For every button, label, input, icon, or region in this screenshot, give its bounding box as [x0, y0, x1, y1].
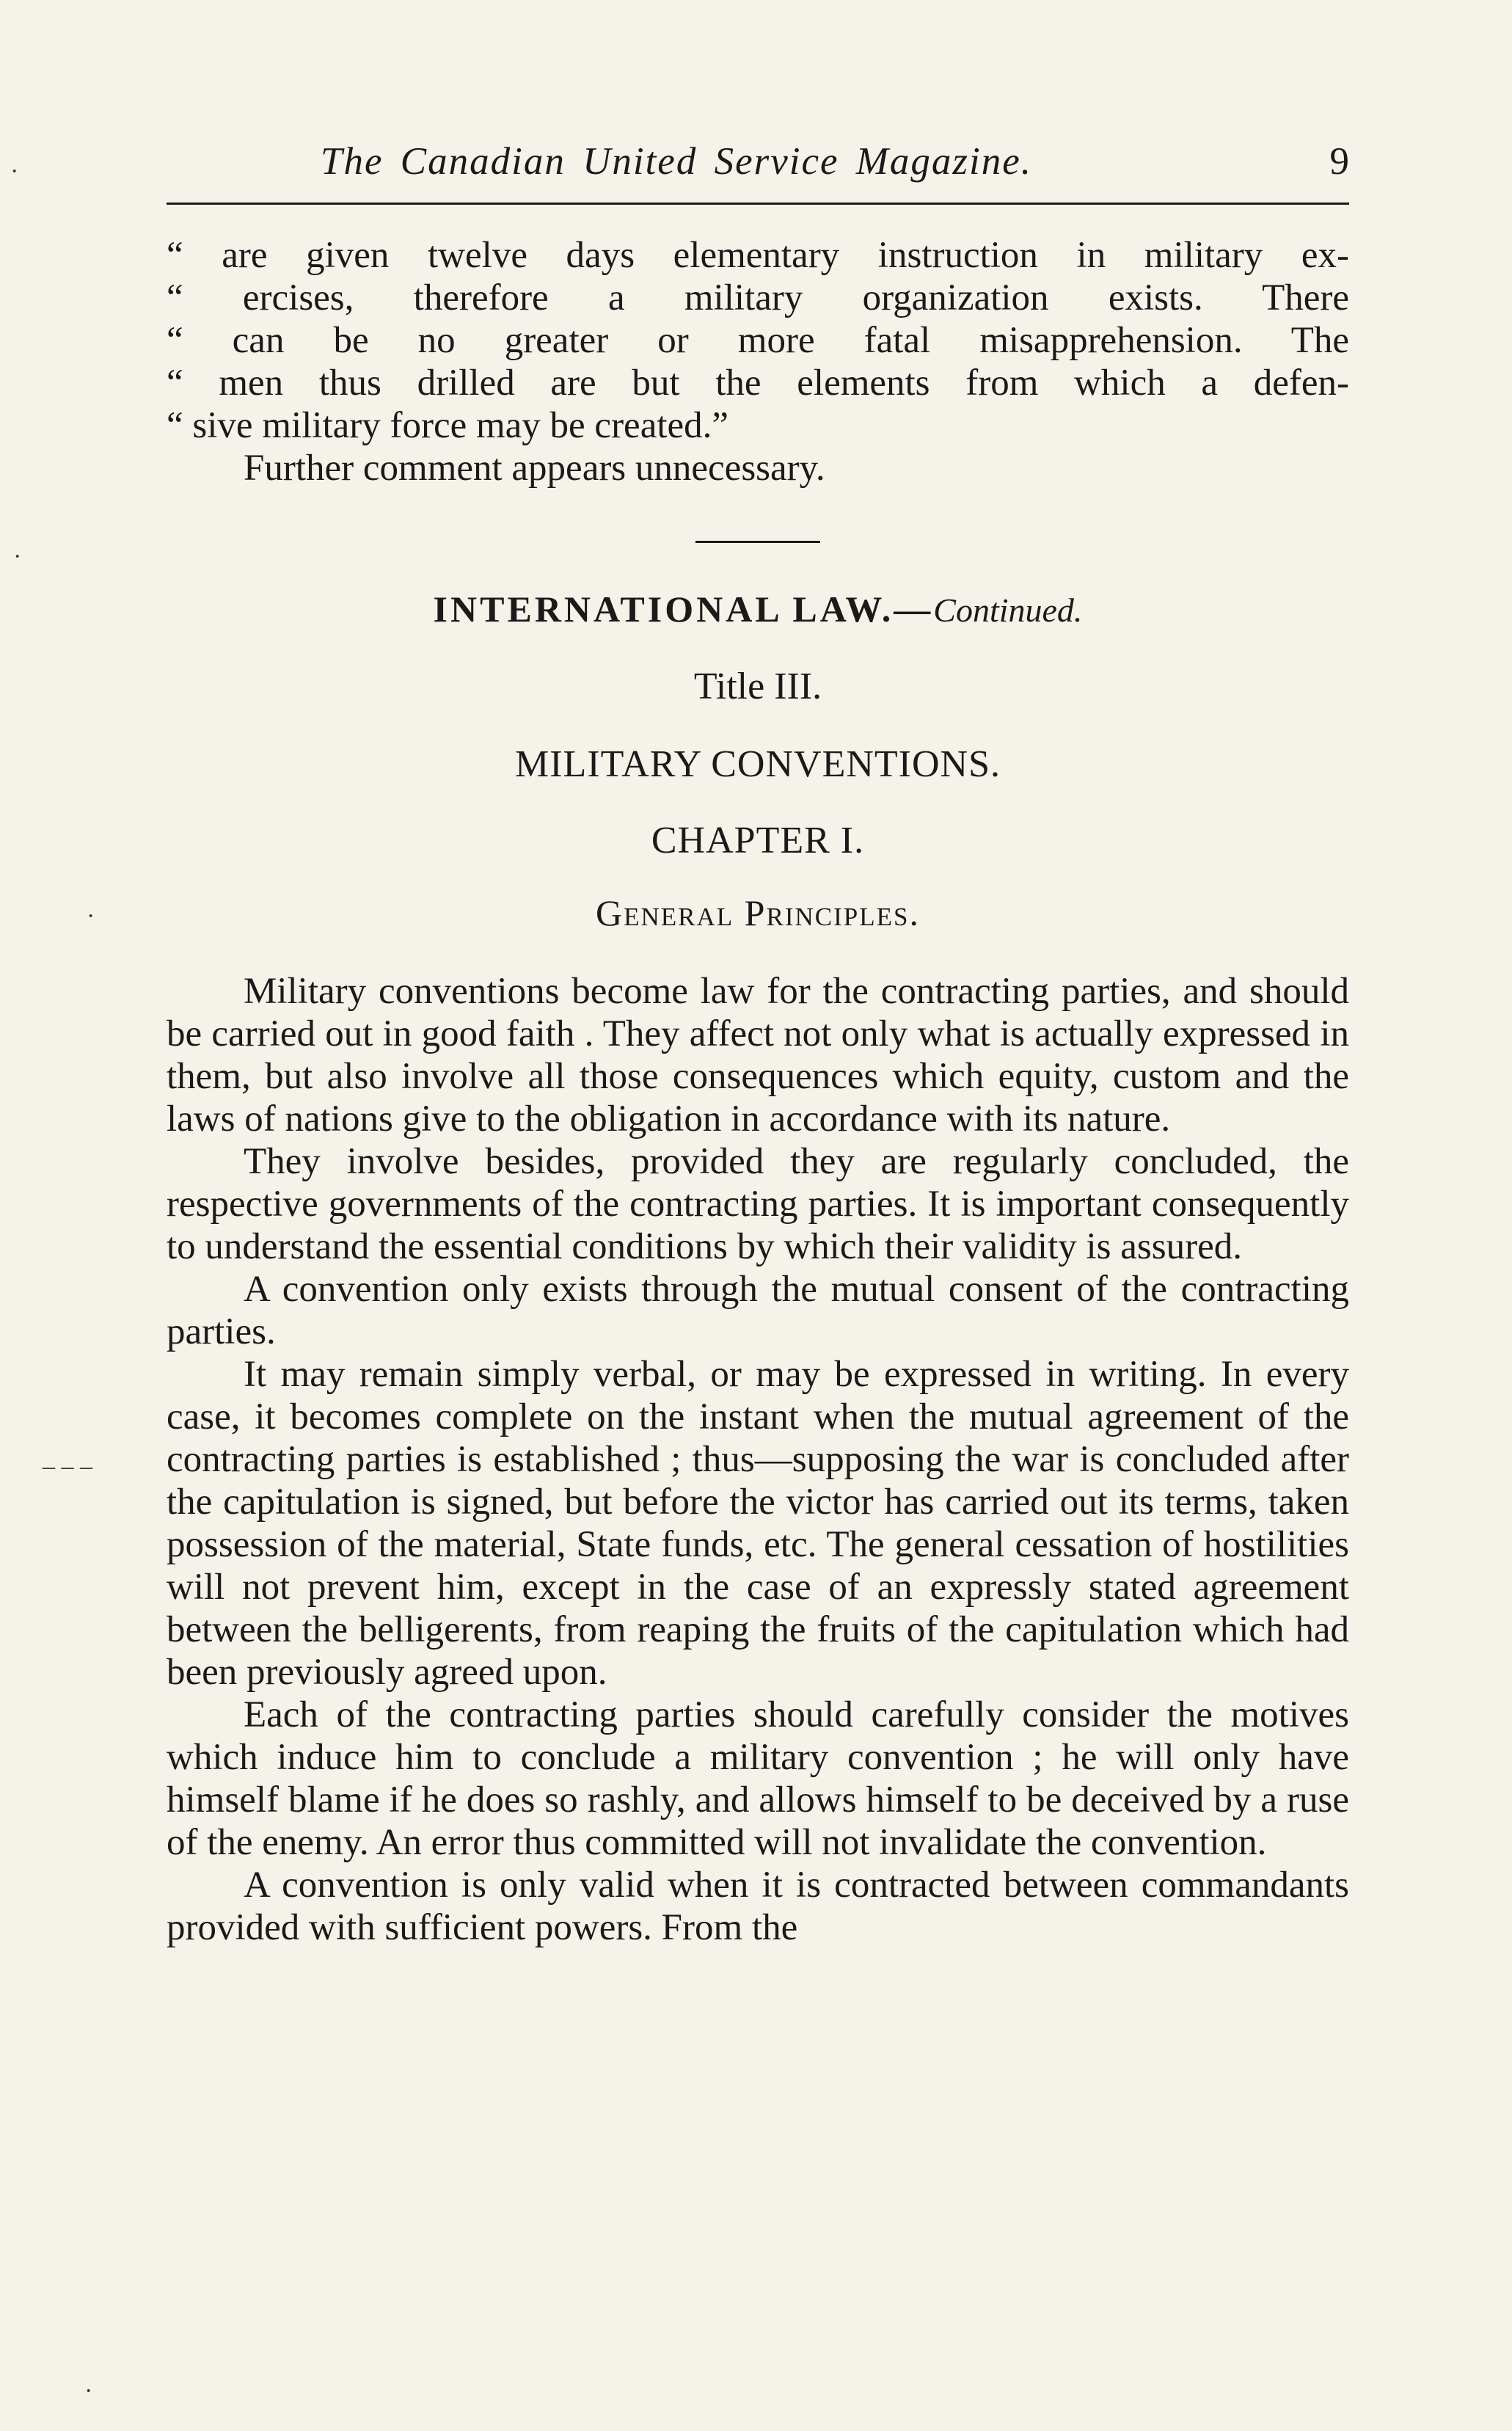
quote-line: “ ercises, therefore a military organization exists. There: [167, 277, 1349, 318]
header-rule: [167, 203, 1349, 205]
quote-line: “ sive military force may be created.”: [167, 405, 729, 446]
body-paragraph: A convention only exists through the mutual consent of the contracting parties.: [167, 1269, 1349, 1352]
section-divider: [695, 541, 820, 543]
quote-line: “ men thus drilled are but the elements from which a defen-: [167, 362, 1349, 404]
chapter-heading: CHAPTER I.: [651, 820, 865, 861]
scan-speck: ·: [87, 903, 95, 930]
quoted-passage: [167, 234, 1349, 447]
body-paragraph: They involve besides, provided they are regularly concluded, the respective governments of the contracting parties. It is important consequently to understand the essential conditions by which their validity is assured.: [167, 1141, 1349, 1267]
running-head: [167, 139, 1349, 198]
article-heading-text: INTERNATIONAL LAW.—: [433, 588, 934, 630]
quote-comment: Further comment appears unnecessary.: [244, 448, 825, 489]
scan-speck: ·: [13, 543, 22, 570]
running-title: The Canadian United Service Magazine.: [321, 140, 1033, 183]
body-paragraph: It may remain simply verbal, or may be expressed in writing. In every case, it becomes complete on the instant when the mutual agreement of the contracting parties is established ; thus—supposing the war is concluded after the capitulation is signed, but before the victor has carried out its terms, taken possession of the material, State funds, etc. The general cessation of hostilities will not prevent him, except in the case of an expressly stated agreement between the belligerents, from reaping the fruits of the capitulation which had been previously agreed upon.: [167, 1354, 1349, 1693]
quote-line: “ are given twelve days elementary instruction in military ex-: [167, 235, 1349, 276]
scan-speck: ·: [10, 158, 19, 185]
quote-line: “ can be no greater or more fatal misapprehension. The: [167, 320, 1349, 361]
title-heading: Title III.: [693, 666, 822, 707]
section-heading: MILITARY CONVENTIONS.: [515, 743, 1001, 785]
body-paragraph: A convention is only valid when it is contracted between commandants provided with sufficient powers. From the: [167, 1865, 1349, 1948]
body-paragraph: Military conventions become law for the contracting parties, and should be carried out in good faith . They affect not only what is actually expressed in them, but also involve all those consequences which equity, custom and the laws of nations give to the obligation in accordance with its nature.: [167, 971, 1349, 1140]
continued-label: Continued.: [933, 591, 1083, 629]
scan-speck: ·: [84, 2377, 93, 2405]
scan-dash-mark: – – –: [43, 1453, 92, 1480]
subheading: General Principles.: [596, 892, 920, 933]
page-number: 9: [1329, 140, 1349, 183]
article-heading: [167, 587, 1349, 633]
document-page: [167, 139, 1349, 1949]
body-paragraph: Each of the contracting parties should carefully consider the motives which induce him to conclude a military convention ; he will only have himself blame if he does so rashly, and allows himself to be deceived by a ruse of the enemy. An error thus committed will not invalidate the convention.: [167, 1694, 1349, 1863]
